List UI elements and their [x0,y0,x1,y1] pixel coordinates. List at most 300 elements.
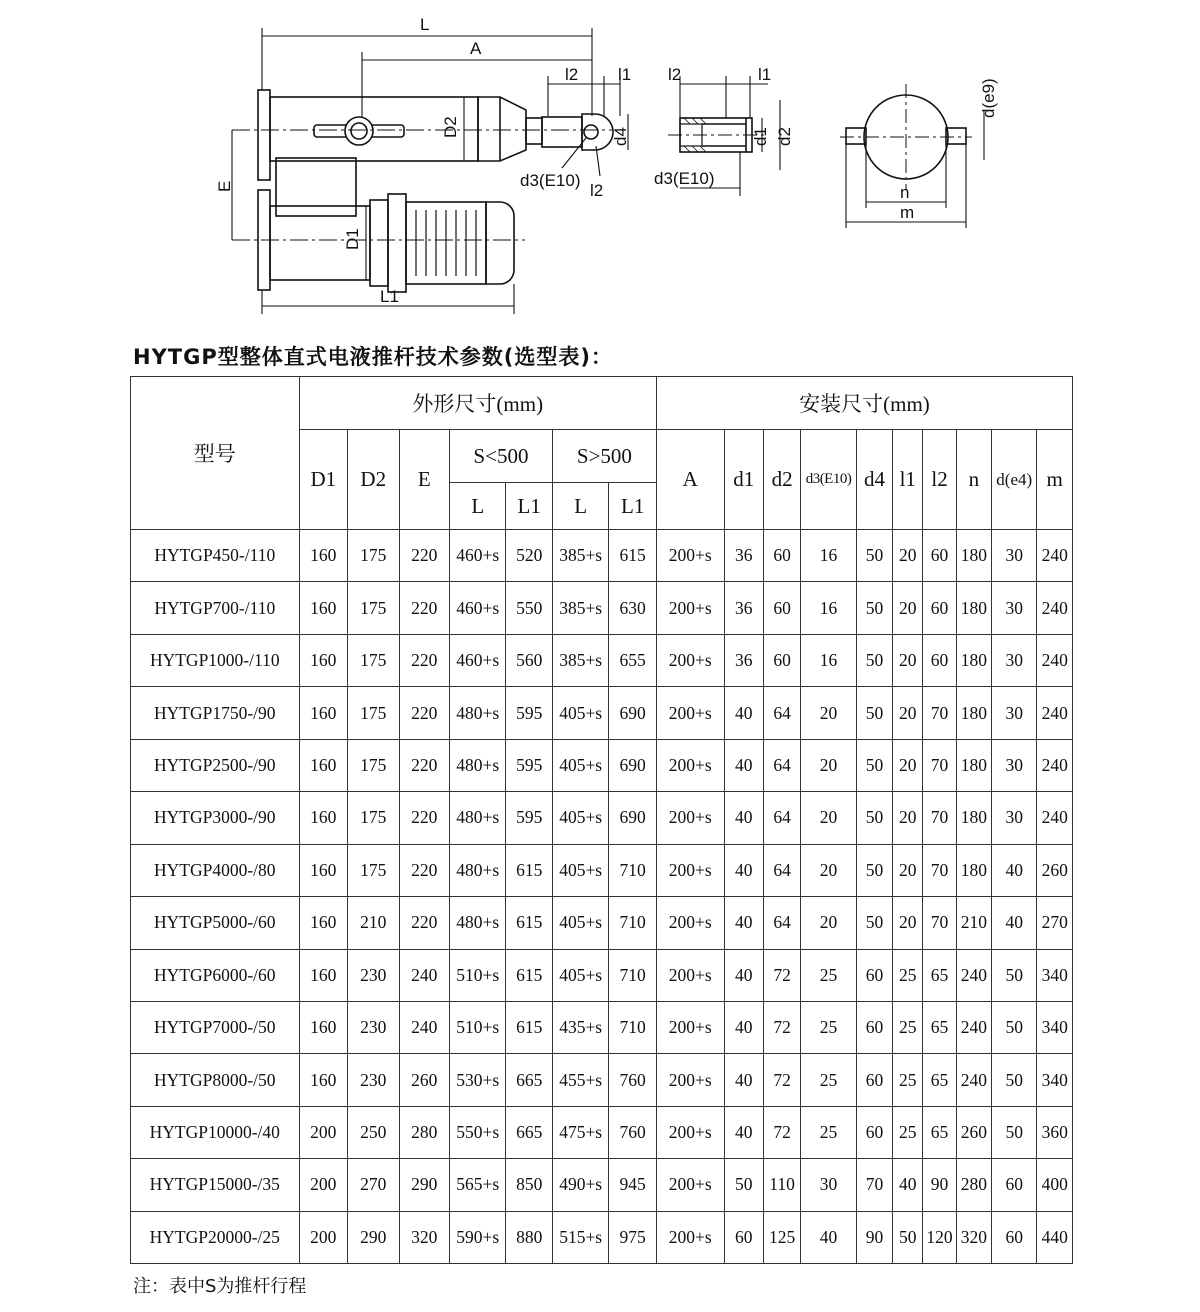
table-cell: 20 [801,897,857,949]
table-cell: 270 [1037,897,1073,949]
table-cell: 405+s [552,739,609,791]
table-cell: 20 [893,530,923,582]
table-cell: 175 [348,530,399,582]
motor-side-view [232,158,525,292]
table-cell: 595 [506,687,552,739]
table-cell: 175 [348,844,399,896]
table-cell: 615 [506,897,552,949]
table-cell: 360 [1037,1106,1073,1158]
table-cell: 200+s [656,897,724,949]
table-cell: 240 [1037,739,1073,791]
table-cell: 125 [763,1211,800,1263]
table-cell: 595 [506,739,552,791]
table-cell: 850 [506,1159,552,1211]
model-cell: HYTGP2500-/90 [131,739,300,791]
table-cell: 200+s [656,792,724,844]
table-cell: 160 [299,634,347,686]
col-D1: D1 [299,430,347,530]
table-cell: 710 [609,949,657,1001]
table-cell: 280 [956,1159,991,1211]
table-row [131,1106,1073,1158]
table-cell: 270 [348,1159,399,1211]
dim-label-l2: l2 [565,65,579,84]
table-cell: 340 [1037,1001,1073,1053]
table-cell: 25 [801,1054,857,1106]
spec-table-body [131,530,1073,1264]
technical-drawing [0,0,1200,340]
table-cell: 20 [893,844,923,896]
table-cell: 200+s [656,1159,724,1211]
table-cell: 40 [801,1211,857,1263]
table-row [131,582,1073,634]
dim-label-L: L [420,15,430,34]
table-cell: 475+s [552,1106,609,1158]
table-cell: 690 [609,792,657,844]
install-dimensions-header: 安装尺寸(mm) [656,377,1072,430]
dim-label-view3-n: n [900,183,910,202]
table-cell: 480+s [449,687,506,739]
table-cell: 50 [724,1159,763,1211]
model-header: 型号 [131,377,300,530]
table-cell: 20 [893,634,923,686]
table-cell: 40 [724,739,763,791]
table-cell: 90 [856,1211,892,1263]
table-cell: 200+s [656,1106,724,1158]
table-cell: 690 [609,739,657,791]
table-cell: 25 [893,1054,923,1106]
table-cell: 64 [763,844,800,896]
table-cell: 20 [893,897,923,949]
table-cell: 64 [763,897,800,949]
table-cell: 160 [299,739,347,791]
table-cell: 230 [348,949,399,1001]
table-cell: 260 [1037,844,1073,896]
col-d1: d1 [724,430,763,530]
table-cell: 240 [1037,582,1073,634]
col-m: m [1037,430,1073,530]
table-row [131,1159,1073,1211]
table-cell: 630 [609,582,657,634]
table-cell: 240 [1037,687,1073,739]
table-cell: 20 [801,792,857,844]
table-cell: 220 [399,897,449,949]
table-cell: 60 [856,1054,892,1106]
table-cell: 880 [506,1211,552,1263]
table-cell: 30 [992,582,1037,634]
table-cell: 30 [801,1159,857,1211]
table-cell: 180 [956,530,991,582]
table-cell: 50 [856,792,892,844]
table-cell: 70 [856,1159,892,1211]
table-cell: 65 [923,1106,956,1158]
table-cell: 260 [399,1054,449,1106]
dim-label-l2-lower: l2 [590,181,604,200]
spec-table [130,376,1073,1264]
table-cell: 290 [399,1159,449,1211]
table-cell: 400 [1037,1159,1073,1211]
table-cell: 480+s [449,844,506,896]
table-cell: 290 [348,1211,399,1263]
table-cell: 36 [724,634,763,686]
table-cell: 50 [856,530,892,582]
table-row [131,1054,1073,1106]
model-cell: HYTGP7000-/50 [131,1001,300,1053]
table-cell: 20 [801,844,857,896]
table-cell: 220 [399,739,449,791]
table-row [131,897,1073,949]
table-cell: 240 [1037,530,1073,582]
table-cell: 60 [763,582,800,634]
table-cell: 250 [348,1106,399,1158]
table-cell: 50 [856,897,892,949]
table-cell: 460+s [449,530,506,582]
dim-label-view2-l1: l1 [758,65,772,84]
table-cell: 50 [856,634,892,686]
model-cell: HYTGP5000-/60 [131,897,300,949]
table-cell: 405+s [552,687,609,739]
col-d3: d3(E10) [801,430,857,530]
table-cell: 120 [923,1211,956,1263]
table-cell: 50 [992,1106,1037,1158]
table-cell: 160 [299,949,347,1001]
table-cell: 200 [299,1159,347,1211]
table-cell: 200+s [656,1054,724,1106]
table-cell: 175 [348,582,399,634]
table-cell: 64 [763,687,800,739]
model-cell: HYTGP4000-/80 [131,844,300,896]
table-cell: 615 [506,844,552,896]
table-cell: 72 [763,1106,800,1158]
table-cell: 405+s [552,897,609,949]
table-cell: 175 [348,739,399,791]
table-row [131,792,1073,844]
table-cell: 260 [956,1106,991,1158]
dim-label-A: A [470,39,482,58]
table-cell: 50 [992,1054,1037,1106]
table-cell: 210 [956,897,991,949]
table-cell: 615 [609,530,657,582]
table-cell: 70 [923,687,956,739]
table-cell: 405+s [552,792,609,844]
table-cell: 200+s [656,687,724,739]
dim-label-view2-d2: d2 [775,127,794,146]
table-cell: 220 [399,687,449,739]
table-cell: 60 [923,582,956,634]
table-cell: 180 [956,792,991,844]
table-cell: 210 [348,897,399,949]
col-l2: l2 [923,430,956,530]
table-cell: 160 [299,792,347,844]
table-cell: 25 [801,1001,857,1053]
table-cell: 385+s [552,530,609,582]
table-cell: 180 [956,634,991,686]
table-cell: 160 [299,582,347,634]
col-d2: d2 [763,430,800,530]
table-cell: 435+s [552,1001,609,1053]
table-cell: 240 [956,949,991,1001]
table-cell: 25 [893,1001,923,1053]
dim-label-d3: d3(E10) [520,171,581,190]
table-cell: 230 [348,1001,399,1053]
table-cell: 945 [609,1159,657,1211]
table-cell: 60 [923,634,956,686]
table-cell: 64 [763,792,800,844]
table-cell: 240 [399,1001,449,1053]
table-row [131,530,1073,582]
table-cell: 200+s [656,582,724,634]
table-cell: 515+s [552,1211,609,1263]
table-cell: 90 [923,1159,956,1211]
stroke-small-header: S<500 [449,430,552,483]
table-cell: 615 [506,1001,552,1053]
table-cell: 560 [506,634,552,686]
dim-label-l1: l1 [618,65,632,84]
table-cell: 440 [1037,1211,1073,1263]
table-cell: 240 [399,949,449,1001]
table-cell: 385+s [552,582,609,634]
table-cell: 40 [724,844,763,896]
table-row [131,1001,1073,1053]
table-cell: 30 [992,792,1037,844]
col-n: n [956,430,991,530]
table-cell: 20 [801,739,857,791]
table-cell: 40 [724,897,763,949]
col-L1-large: L1 [609,483,657,530]
table-cell: 72 [763,1054,800,1106]
table-cell: 240 [1037,792,1073,844]
table-cell: 110 [763,1159,800,1211]
model-cell: HYTGP10000-/40 [131,1106,300,1158]
table-cell: 200+s [656,1211,724,1263]
model-cell: HYTGP15000-/35 [131,1159,300,1211]
dim-label-D2: D2 [441,116,460,138]
table-cell: 60 [763,634,800,686]
col-d: d(e4) [992,430,1037,530]
table-cell: 460+s [449,634,506,686]
table-cell: 30 [992,739,1037,791]
col-D2: D2 [348,430,399,530]
table-cell: 30 [992,634,1037,686]
table-cell: 595 [506,792,552,844]
table-cell: 16 [801,634,857,686]
table-cell: 220 [399,844,449,896]
table-cell: 200 [299,1211,347,1263]
table-cell: 385+s [552,634,609,686]
table-cell: 180 [956,582,991,634]
table-cell: 30 [992,530,1037,582]
table-cell: 200+s [656,739,724,791]
dim-label-view2-d1: d1 [751,127,770,146]
table-cell: 175 [348,792,399,844]
dim-label-E: E [215,180,234,192]
dim-label-view2-l2: l2 [668,65,682,84]
table-cell: 220 [399,634,449,686]
table-cell: 20 [893,792,923,844]
table-cell: 70 [923,844,956,896]
table-cell: 405+s [552,844,609,896]
table-row [131,1211,1073,1263]
table-cell: 40 [724,687,763,739]
table-cell: 50 [856,844,892,896]
table-cell: 240 [956,1054,991,1106]
table-cell: 40 [992,844,1037,896]
model-cell: HYTGP1000-/110 [131,634,300,686]
table-cell: 240 [1037,634,1073,686]
table-cell: 615 [506,949,552,1001]
table-cell: 160 [299,530,347,582]
table-cell: 40 [893,1159,923,1211]
table-cell: 25 [801,949,857,1001]
table-cell: 72 [763,949,800,1001]
spec-table-title: HYTGP型整体直式电液推杆技术参数(选型表)： [133,345,613,369]
table-cell: 40 [724,1054,763,1106]
table-cell: 490+s [552,1159,609,1211]
table-cell: 36 [724,530,763,582]
table-cell: 550 [506,582,552,634]
table-cell: 72 [763,1001,800,1053]
table-cell: 60 [856,1001,892,1053]
table-row [131,949,1073,1001]
table-cell: 340 [1037,949,1073,1001]
table-cell: 550+s [449,1106,506,1158]
table-cell: 690 [609,687,657,739]
table-cell: 60 [992,1211,1037,1263]
table-cell: 20 [893,687,923,739]
table-cell: 200 [299,1106,347,1158]
table-cell: 180 [956,687,991,739]
table-cell: 180 [956,739,991,791]
table-cell: 200+s [656,1001,724,1053]
dim-label-view3-d: d(e9) [979,78,998,118]
table-cell: 565+s [449,1159,506,1211]
table-cell: 20 [893,582,923,634]
table-cell: 200+s [656,949,724,1001]
table-cell: 60 [856,949,892,1001]
table-cell: 975 [609,1211,657,1263]
table-cell: 50 [856,739,892,791]
table-cell: 50 [992,1001,1037,1053]
table-cell: 340 [1037,1054,1073,1106]
table-cell: 710 [609,1001,657,1053]
table-cell: 20 [801,687,857,739]
footnote: 注：表中S为推杆行程 [133,1276,307,1297]
table-cell: 160 [299,1054,347,1106]
table-cell: 320 [399,1211,449,1263]
table-cell: 665 [506,1106,552,1158]
table-cell: 16 [801,582,857,634]
table-cell: 40 [992,897,1037,949]
table-cell: 60 [923,530,956,582]
table-cell: 64 [763,739,800,791]
dim-label-view2-d3: d3(E10) [654,169,715,188]
table-cell: 70 [923,739,956,791]
table-cell: 220 [399,530,449,582]
table-cell: 220 [399,792,449,844]
col-L1-small: L1 [506,483,552,530]
table-cell: 60 [724,1211,763,1263]
model-cell: HYTGP3000-/90 [131,792,300,844]
table-cell: 230 [348,1054,399,1106]
model-cell: HYTGP1750-/90 [131,687,300,739]
table-cell: 510+s [449,949,506,1001]
table-cell: 510+s [449,1001,506,1053]
model-cell: HYTGP6000-/60 [131,949,300,1001]
table-cell: 760 [609,1054,657,1106]
table-cell: 40 [724,1106,763,1158]
table-cell: 240 [956,1001,991,1053]
table-cell: 590+s [449,1211,506,1263]
table-cell: 50 [856,582,892,634]
table-cell: 455+s [552,1054,609,1106]
stroke-large-header: S>500 [552,430,656,483]
table-cell: 480+s [449,739,506,791]
model-cell: HYTGP20000-/25 [131,1211,300,1263]
table-cell: 655 [609,634,657,686]
table-cell: 65 [923,1054,956,1106]
table-row [131,739,1073,791]
table-cell: 160 [299,1001,347,1053]
dim-label-view3-m: m [900,203,915,222]
table-cell: 40 [724,1001,763,1053]
table-cell: 760 [609,1106,657,1158]
table-cell: 50 [893,1211,923,1263]
table-cell: 25 [801,1106,857,1158]
outer-dimensions-header: 外形尺寸(mm) [299,377,656,430]
table-row [131,844,1073,896]
model-cell: HYTGP450-/110 [131,530,300,582]
col-E: E [399,430,449,530]
table-cell: 20 [893,739,923,791]
table-cell: 30 [992,687,1037,739]
dim-label-L1: L1 [380,287,399,306]
table-cell: 40 [724,792,763,844]
table-cell: 60 [992,1159,1037,1211]
dim-label-D1: D1 [343,228,362,250]
table-cell: 200+s [656,530,724,582]
pusher-side-view [232,90,613,180]
table-cell: 460+s [449,582,506,634]
table-cell: 530+s [449,1054,506,1106]
table-cell: 60 [763,530,800,582]
table-cell: 320 [956,1211,991,1263]
col-L-small: L [449,483,506,530]
table-cell: 36 [724,582,763,634]
table-cell: 70 [923,792,956,844]
table-cell: 65 [923,1001,956,1053]
table-cell: 60 [856,1106,892,1158]
table-cell: 175 [348,634,399,686]
table-cell: 480+s [449,792,506,844]
table-cell: 520 [506,530,552,582]
table-cell: 480+s [449,897,506,949]
model-cell: HYTGP700-/110 [131,582,300,634]
dim-label-d4: d4 [611,127,630,146]
table-cell: 405+s [552,949,609,1001]
table-cell: 50 [992,949,1037,1001]
table-cell: 70 [923,897,956,949]
table-cell: 160 [299,844,347,896]
table-cell: 710 [609,897,657,949]
table-row [131,687,1073,739]
table-cell: 220 [399,582,449,634]
col-d4: d4 [856,430,892,530]
table-cell: 160 [299,897,347,949]
table-cell: 175 [348,687,399,739]
col-A: A [656,430,724,530]
table-cell: 180 [956,844,991,896]
table-cell: 65 [923,949,956,1001]
table-cell: 16 [801,530,857,582]
